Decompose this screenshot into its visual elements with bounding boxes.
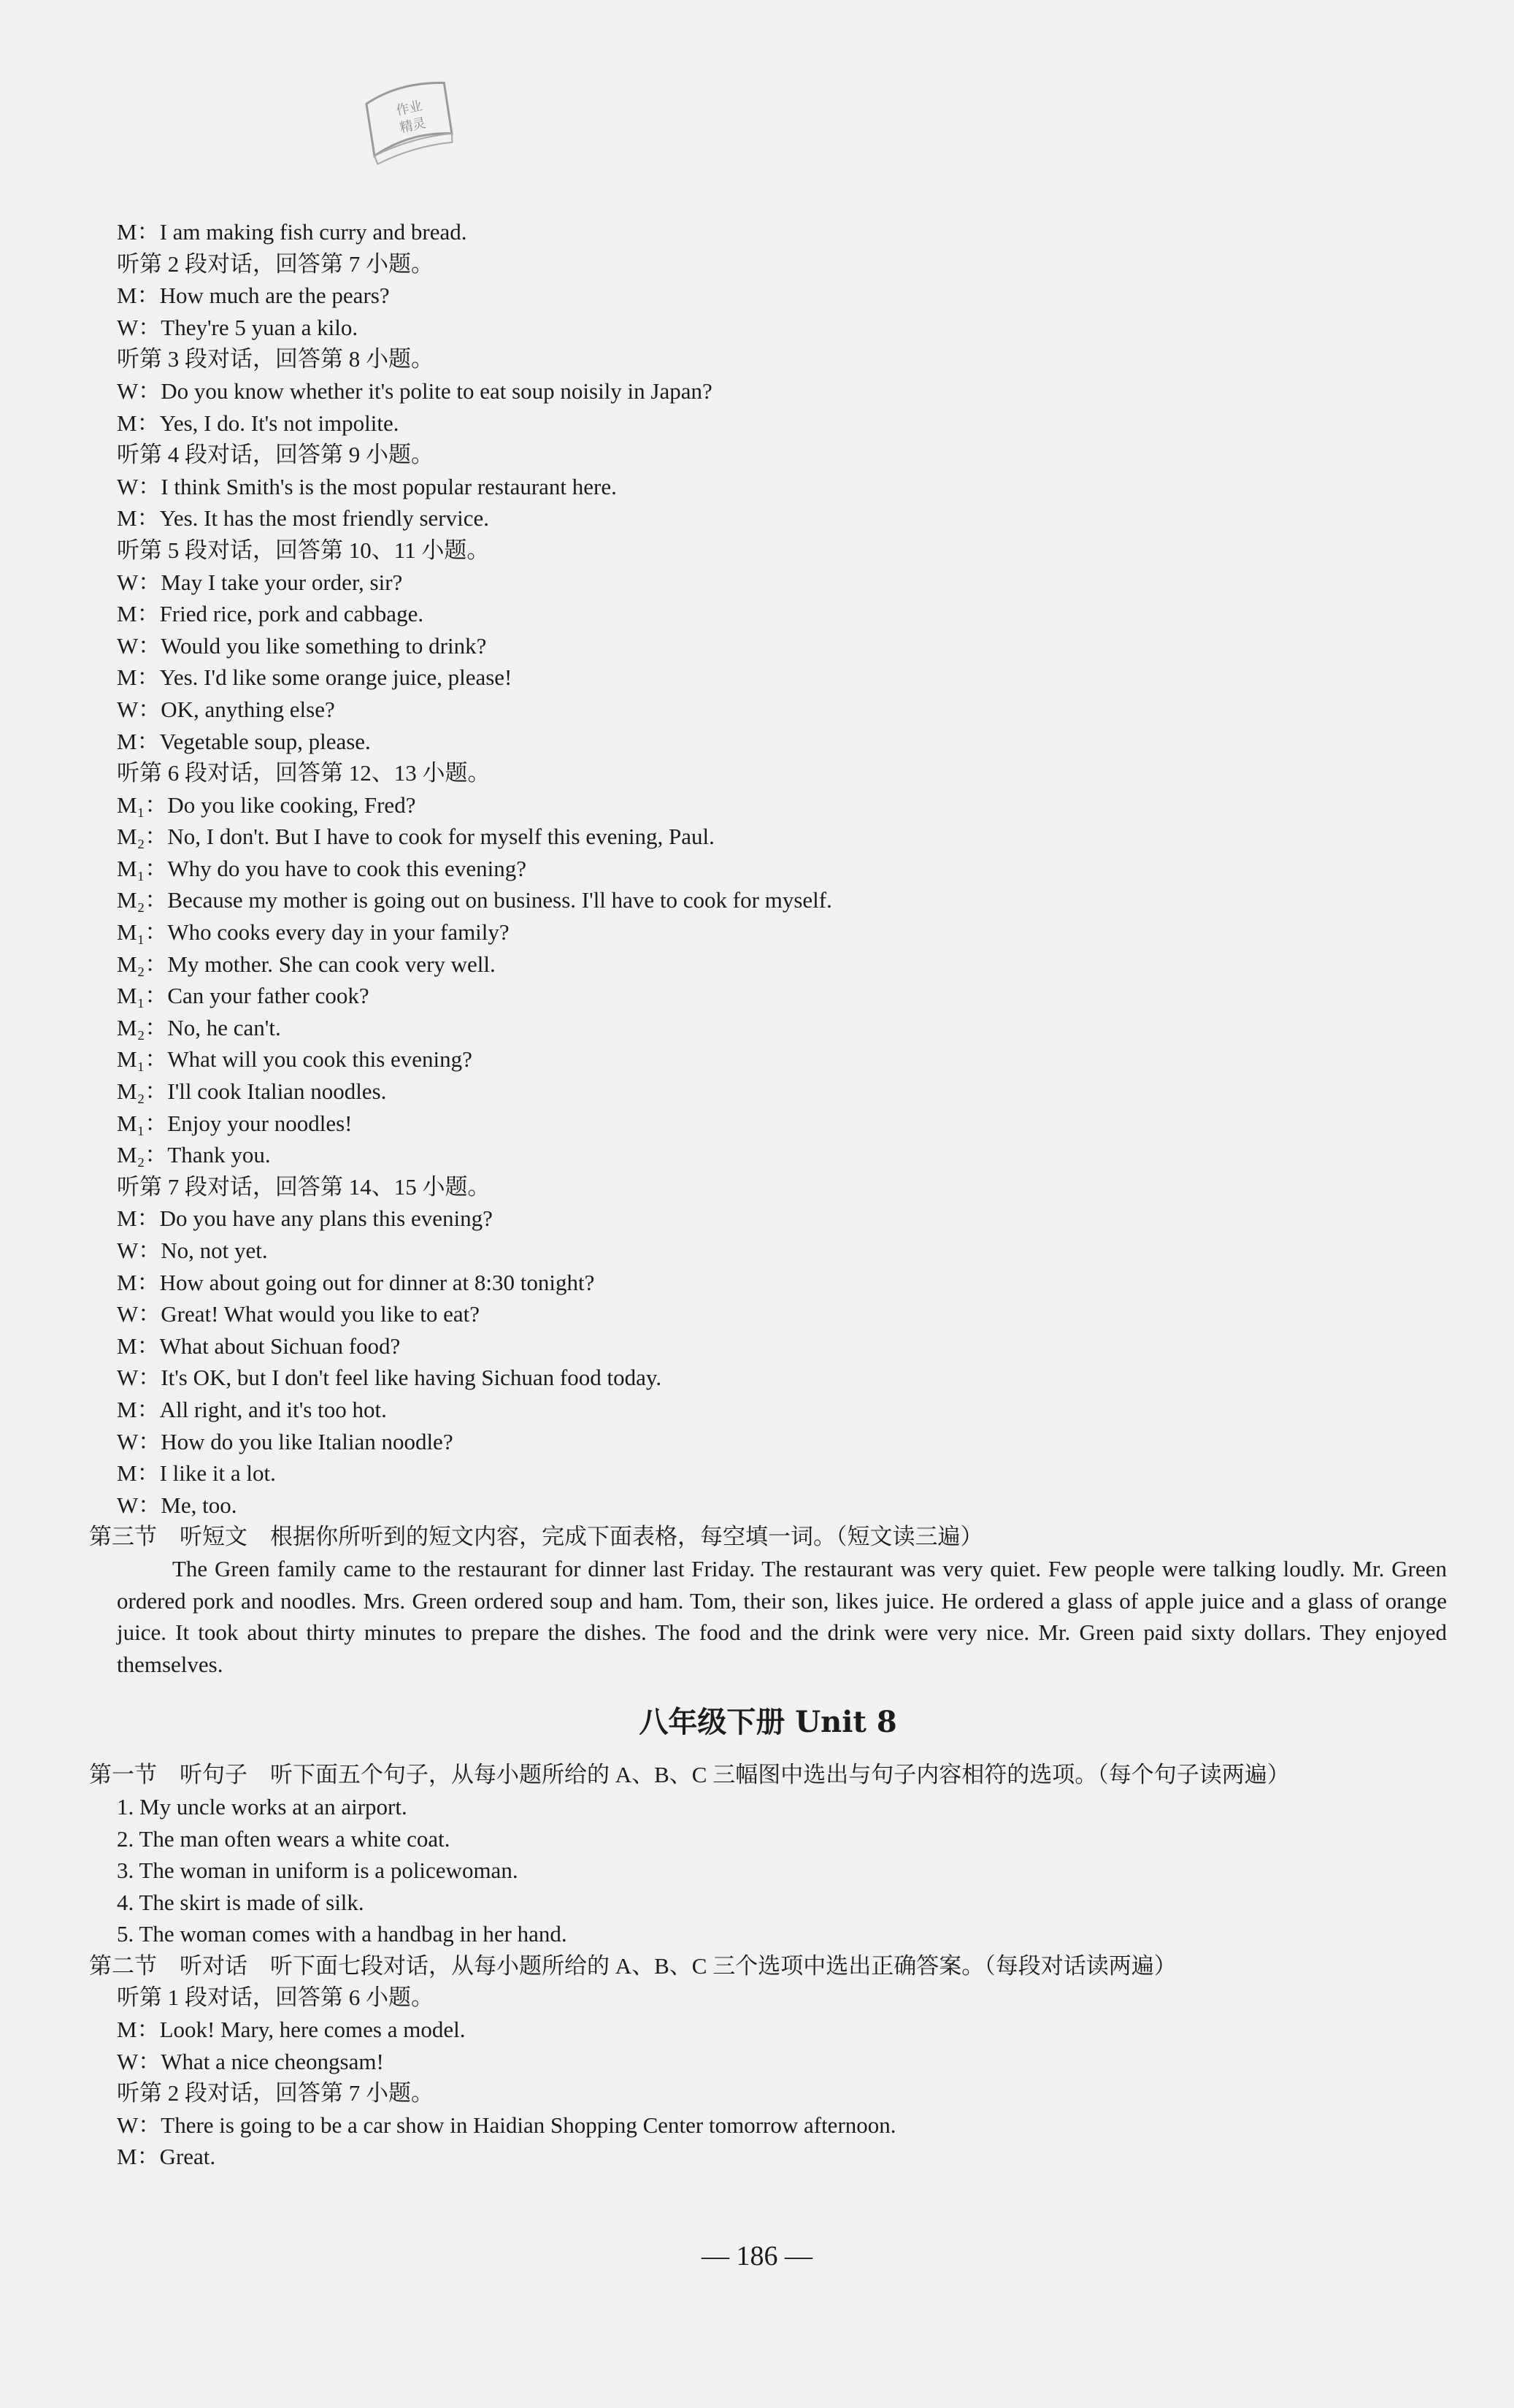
unit-title: 八年级下册 Unit 8 [639, 1705, 897, 1740]
page-content [89, 216, 1447, 2173]
text-line: 2. The man often wears a white coat. [117, 1825, 450, 1852]
text-line: M：Yes, I do. It's not impolite. [117, 410, 399, 436]
page-number: — 186 — [702, 2241, 812, 2271]
text-line: M：Yes. I'd like some orange juice, please! [117, 664, 512, 691]
text-line: M：All right, and it's too hot. [117, 1396, 387, 1422]
text-line: 听第 3 段对话，回答第 8 小题。 [117, 346, 434, 372]
text-line: M₁：Can your father cook? [117, 983, 369, 1009]
dialogue-block-b [89, 1982, 1447, 2173]
text-line: 1. My uncle works at an airport. [117, 1793, 407, 1820]
text-line: M₂：Thank you. [117, 1142, 271, 1168]
section3-heading: 第三节 听短文 根据你所听到的短文内容，完成下面表格，每空填一词。（短文读三遍） [89, 1524, 983, 1550]
text-line: M：I like it a lot. [117, 1460, 276, 1487]
unit8-section2-heading: 第二节 听对话 听下面七段对话，从每小题所给的 A、B、C 三个选项中选出正确答案。（每段对话读两遍） [89, 1952, 1177, 1979]
section3-passage: The Green family came to the restaurant for dinner last Friday. The restaurant was very quiet. Few people were talking loudly. Mr. Green ordered pork and noodles. Mrs. Green ordered soup and ham. Tom, their son, likes juice. He ordered a glass of apple juice and a glass of orange juice. It took about thirty minutes to prepare the dishes. The food and the drink were very nice. Mr. Green paid sixty dollars. They enjoyed themselves. [117, 1555, 1447, 1677]
text-line: W：No, not yet. [117, 1238, 268, 1263]
text-line: 4. The skirt is made of silk. [117, 1889, 364, 1915]
text-line: M：Vegetable soup, please. [117, 728, 371, 754]
text-line: W：I think Smith's is the most popular restaurant here. [117, 473, 617, 499]
unit8-section1-heading: 第一节 听句子 听下面五个句子，从每小题所给的 A、B、C 三幅图中选出与句子内容相符的选项。（每个句子读两遍） [89, 1762, 1290, 1788]
dialogue-block-a [89, 216, 1447, 1521]
text-line: W：Me, too. [117, 1492, 237, 1518]
text-line: 听第 1 段对话，回答第 6 小题。 [117, 1985, 434, 2011]
text-line: M：Look! Mary, here comes a model. [117, 2017, 466, 2043]
unit8-sentence-list [89, 1791, 1447, 1950]
text-line: W：OK, anything else? [117, 696, 335, 722]
text-line: 听第 6 段对话，回答第 12、13 小题。 [117, 760, 491, 786]
logo-text-2: 精灵 [398, 115, 428, 137]
text-line: M₂：I'll cook Italian noodles. [117, 1078, 387, 1105]
text-line: 听第 5 段对话，回答第 10、11 小题。 [117, 537, 490, 563]
text-line: M₁：What will you cook this evening? [117, 1046, 472, 1073]
text-line: M₁：Do you like cooking, Fred? [117, 791, 416, 818]
text-line: M：Fried rice, pork and cabbage. [117, 601, 424, 627]
text-line: M：Great. [117, 2144, 216, 2170]
text-line: 听第 2 段对话，回答第 7 小题。 [117, 2080, 434, 2106]
text-line: 听第 2 段对话，回答第 7 小题。 [117, 250, 434, 277]
text-line: M：How about going out for dinner at 8:30 tonight? [117, 1269, 595, 1295]
text-line: W：Great! What would you like to eat? [117, 1301, 480, 1327]
text-line: M：Yes. It has the most friendly service. [117, 505, 490, 532]
text-line: M₁：Why do you have to cook this evening? [117, 855, 526, 881]
text-line: W：Do you know whether it's polite to eat soup noisily in Japan? [117, 377, 712, 404]
text-line: W：Would you like something to drink? [117, 632, 487, 659]
text-line: M₂：My mother. She can cook very well. [117, 951, 496, 977]
text-line: W：How do you like Italian noodle? [117, 1428, 453, 1454]
text-line: W：There is going to be a car show in Haidian Shopping Center tomorrow afternoon. [117, 2112, 896, 2138]
text-line: M₂：Because my mother is going out on business. I'll have to cook for myself. [117, 887, 832, 913]
text-line: M₁：Enjoy your noodles! [117, 1110, 353, 1136]
text-line: 听第 4 段对话，回答第 9 小题。 [117, 442, 434, 468]
text-line: 5. The woman comes with a handbag in her hand. [117, 1921, 567, 1947]
text-line: W：They're 5 yuan a kilo. [117, 314, 358, 340]
text-line: M₂：No, he can't. [117, 1014, 281, 1040]
text-line: 听第 7 段对话，回答第 14、15 小题。 [117, 1173, 491, 1200]
text-line: M₂：No, I don't. But I have to cook for myself this evening, Paul. [117, 824, 715, 850]
text-line: M：How much are the pears? [117, 283, 390, 309]
text-line: M：Do you have any plans this evening? [117, 1205, 493, 1232]
text-line: 3. The woman in uniform is a policewoman. [117, 1857, 518, 1884]
text-line: M₁：Who cooks every day in your family? [117, 919, 510, 946]
logo-text-1: 作业 [394, 98, 424, 119]
text-line: W：It's OK, but I don't feel like having Sichuan food today. [117, 1365, 662, 1391]
book-seal-icon [349, 70, 473, 172]
text-line: M：I am making fish curry and bread. [117, 219, 467, 245]
text-line: W：May I take your order, sir? [117, 569, 403, 595]
text-line: M：What about Sichuan food? [117, 1333, 401, 1359]
text-line: W：What a nice cheongsam! [117, 2048, 384, 2074]
